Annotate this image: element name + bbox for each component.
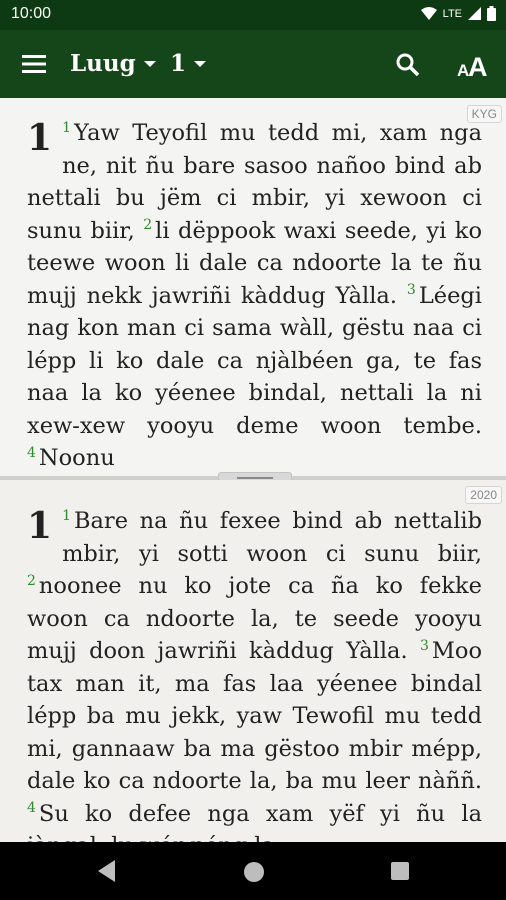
verse-text: Léegi nag kon man ci sama wàll, gëstu naa ci lépp li ko dale ca njàlbéen ga, te fas naa la ko yéenee bindal, nettali la ni xew-xew yooyu deme woon tembe. <box>27 282 482 439</box>
verse-number[interactable]: 2 <box>143 217 153 233</box>
signal-icon <box>468 7 481 20</box>
chevron-down-icon <box>194 61 206 67</box>
chapter-heading: 1 <box>27 117 53 159</box>
chapter-heading: 1 <box>27 505 53 547</box>
chapter-number: 1 <box>170 50 187 77</box>
home-icon[interactable] <box>244 862 264 882</box>
search-icon[interactable] <box>395 52 421 78</box>
recents-icon[interactable] <box>391 862 409 880</box>
status-time: 10:00 <box>11 5 52 22</box>
version-badge[interactable]: 2020 <box>465 486 502 504</box>
font-size-icon[interactable] <box>456 52 488 82</box>
verse-text: Su ko defee nga xam yëf yi ñu la <box>38 800 482 827</box>
chevron-down-icon <box>144 61 156 67</box>
verse-number[interactable]: 3 <box>406 282 416 298</box>
book-name: Luug <box>70 50 136 77</box>
svg-text:A: A <box>457 61 470 80</box>
svg-text:A: A <box>468 52 488 82</box>
verse-number[interactable]: 2 <box>27 572 36 589</box>
app-bar <box>0 30 506 98</box>
status-icons <box>421 6 496 21</box>
back-icon[interactable] <box>98 860 115 882</box>
verse-text: Noonu <box>38 445 115 471</box>
verse-text: Bare na ñu fexee bind ab nettalib mbir, yi sotti woon ci sunu biir, <box>62 508 482 567</box>
verse-number[interactable]: 4 <box>27 800 36 816</box>
verse-text: noonee nu ko jote ca ña ko fekke woon ca ndoorte la, te seede yooyu mujj doon jawriñi kàddug Yàlla. <box>27 573 482 664</box>
verse-number[interactable]: 1 <box>62 119 71 136</box>
verse-text: li dëppook waxi seede, yi ko teewe woon li dale ca ndoorte la te ñu mujj nekk jawriñi kàddug Yàlla. <box>27 217 482 309</box>
secondary-text <box>27 505 482 842</box>
verse-number[interactable]: 1 <box>62 507 71 524</box>
verse-number[interactable]: 4 <box>27 444 36 461</box>
verse-text: Moo tax man it, ma fas laa yéenee bindal lépp ba mu jekk, yaw Tewofil mu tedd mi, gannaaw ba ma gëstoo mbir mépp, dale ko ca ndoorte la, ba mu leer nàññ. <box>27 638 482 794</box>
status-bar <box>0 0 506 30</box>
verse-number[interactable]: 3 <box>419 637 429 654</box>
primary-text <box>27 117 482 473</box>
chapter-selector[interactable] <box>170 50 206 77</box>
menu-icon[interactable] <box>22 54 46 74</box>
network-type: LTE <box>442 7 462 20</box>
wifi-icon <box>421 7 437 20</box>
book-selector[interactable] <box>70 50 156 77</box>
verse-text: Yaw Teyofil mu tedd mi, xam nga ne, nit ñu bare sasoo nañoo bind ab nettali bu jëm ci mbir, yi xewoon ci sunu biir, <box>27 120 482 244</box>
version-badge[interactable]: KYG <box>467 105 502 123</box>
battery-icon <box>487 6 496 21</box>
system-nav-bar <box>0 842 506 900</box>
